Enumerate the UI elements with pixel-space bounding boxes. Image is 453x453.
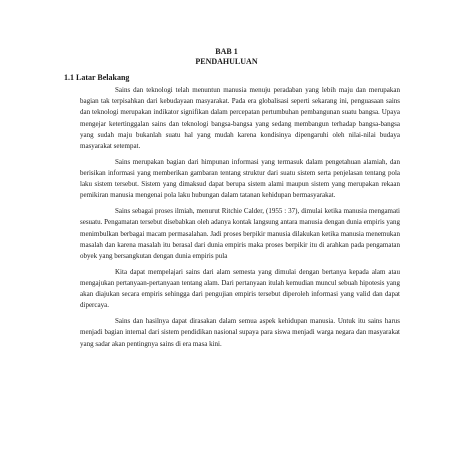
paragraph: Sains dan hasilnya dapat dirasakan dalam semua aspek kehidupan manusia. Untuk itu sains harus menjadi bagian internal dari sistem pendidikan nasional supaya para siswa menjadi warga negara dan masyarakat yang sadar akan pentingnya sains di era masa kini. — [80, 317, 400, 348]
paragraph: Sains sebagai proses ilmiah, menurut Ritchie Calder, (1955 : 37), dimulai ketika manusia mengamati sesuatu. Pengamatan tersebut disebabkan oleh adanya kontak langsung antara manusia dengan dunia empiris yang menimbulkan berbagai macam permasalahan. Jadi proses berpikir manusia dilakukan ketika manusia menemukan masalah dan karena masalah itu berasal dari dunia empiris maka proses berpikir itu di arahkan pada pengamatan obyek yang bersangkutan dengan dunia empiris pula — [80, 207, 400, 261]
paragraph: Kita dapat mempelajari sains dari alam semesta yang dimulai dengan bertanya kepada alam atau mengajukan pertanyaan-pertanyaan tentang alam. Dari pertanyaan itulah kemudian muncul sebuah hipotesis yang akan diajukan secara empiris sehingga dari pengujian empiris tersebut diperoleh informasi yang valid dan dapat dipercaya. — [80, 267, 400, 310]
chapter-number: BAB 1 — [215, 47, 238, 56]
body-text — [80, 85, 400, 354]
chapter-heading — [0, 47, 453, 67]
paragraph: Sains dan teknologi telah menuntun manusia menuju peradaban yang lebih maju dan merupakan bagian tak terpisahkan dari kebudayaan masyarakat. Pada era globalisasi seperti sekarang ini, penguasaan sains dan teknologi merupakan indikator signifikan dalam percepatan pertumbuhan pembangunan suatu bangsa. Upaya mengejar ketertinggalan sains dan teknologi bangsa-bangsa yang sedang membangun terhadap bangsa-bangsa yang sudah maju bukanlah suatu hal yang mudah karena kondisinya dipengaruhi oleh nilai-nilai budaya masyarakat setempat. — [80, 86, 400, 151]
paragraph: Sains merupakan bagian dari himpunan informasi yang termasuk dalam pengetahuan alamiah, dan berisikan informasi yang memberikan gambaran tentang struktur dari suatu sistem serta penjelasan tentang pola laku sistem tersebut. Sistem yang dimaksud dapat berupa sistem alami maupun sistem yang merupakan rekaan pemikiran manusia mengenai pola laku hubungan dalam tatanan kehidupan bermasyarakat. — [80, 157, 400, 200]
section-heading: 1.1 Latar Belakang — [64, 73, 130, 82]
chapter-title: PENDAHULUAN — [195, 57, 258, 66]
